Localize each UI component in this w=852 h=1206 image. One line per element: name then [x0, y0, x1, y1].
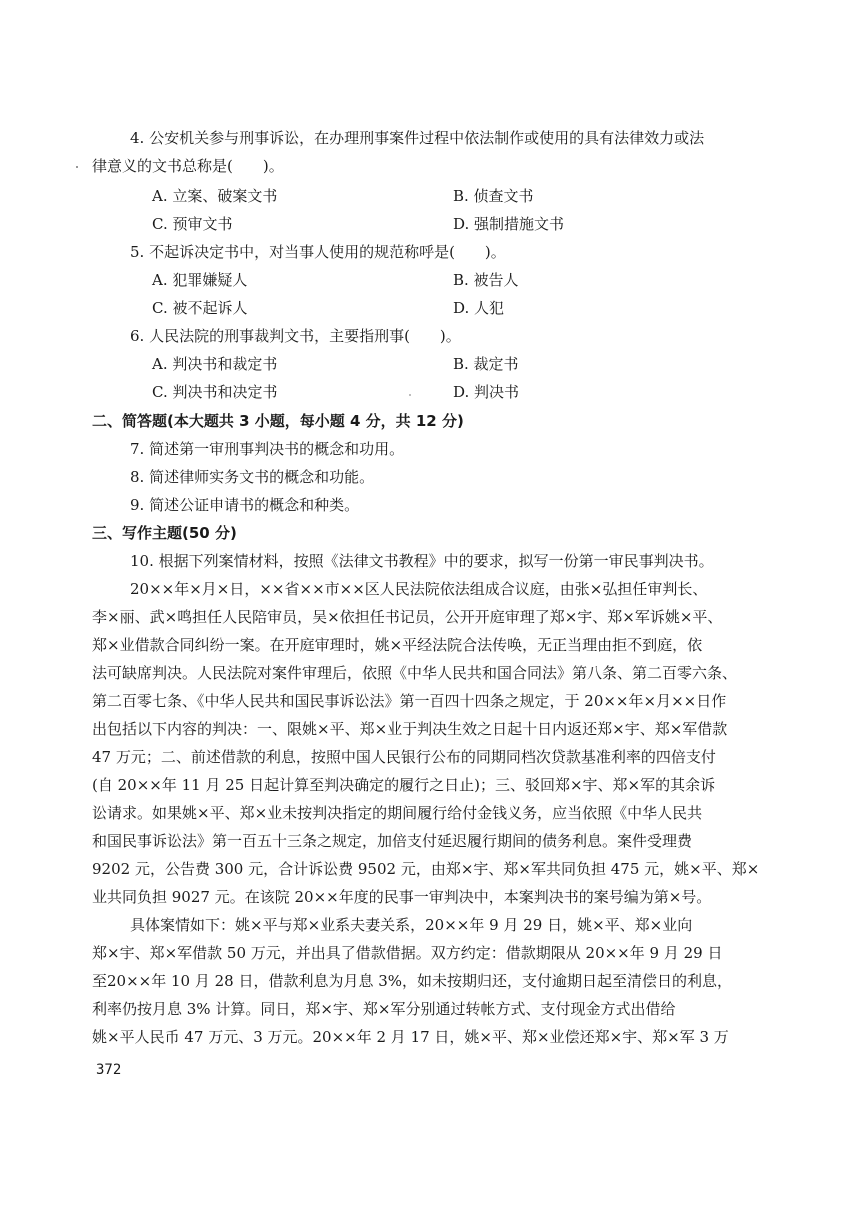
case-detail-line: 至20××年 10 月 28 日，借款利息为月息 3%，如未按期归还，支付逾期日起至清偿日的利息， — [92, 972, 733, 990]
case-text-line: 李×丽、武×鸣担任人民陪审员，吴×依担任书记员，公开开庭审理了郑×宇、郑×军诉姚×平、 — [92, 608, 723, 626]
case-text-line: 郑×业借款合同纠纷一案。在开庭审理时，姚×平经法院合法传唤，无正当理由拒不到庭，依 — [92, 636, 703, 654]
case-text-line: 9202 元，公告费 300 元，合计诉讼费 9502 元，由郑×宇、郑×军共同负担 475 元，姚×平、郑× — [92, 860, 760, 878]
scan-speck — [409, 394, 411, 396]
section-3-heading: 三、写作主题(50 分) — [92, 524, 237, 542]
question-4-option-c: C. 预审文书 — [152, 215, 233, 233]
question-6-option-a: A. 判决书和裁定书 — [152, 355, 278, 373]
question-10-prompt: 10. 根据下列案情材料，按照《法律文书教程》中的要求，拟写一份第一审民事判决书。 — [130, 552, 714, 570]
question-5-option-c: C. 被不起诉人 — [152, 299, 248, 317]
case-text-line: (自 20××年 11 月 25 日起计算至判决确定的履行之日止)；三、驳回郑×宇、郑×军的其余诉 — [92, 776, 716, 794]
case-text-line: 20××年×月×日，××省××市××区人民法院依法组成合议庭，由张×弘担任审判长、 — [130, 580, 708, 598]
case-detail-line: 具体案情如下：姚×平与郑×业系夫妻关系，20××年 9 月 29 日，姚×平、郑×业向 — [130, 916, 693, 934]
question-6-option-c: C. 判决书和决定书 — [152, 383, 278, 401]
question-6-option-b: B. 裁定书 — [453, 355, 519, 373]
case-text-line: 法可缺席判决。人民法院对案件审理后，依照《中华人民共和国合同法》第八条、第二百零六条、 — [92, 664, 738, 682]
question-4-option-d: D. 强制措施文书 — [453, 215, 565, 233]
scan-speck — [76, 166, 78, 168]
case-detail-line: 郑×宇、郑×军借款 50 万元，并出具了借款借据。双方约定：借款期限从 20××年 9 月 29 日 — [92, 944, 723, 962]
case-text-line: 47 万元；二、前述借款的利息，按照中国人民银行公布的同期同档次贷款基准利率的四倍支付 — [92, 748, 716, 766]
question-4-option-a: A. 立案、破案文书 — [152, 187, 278, 205]
question-5-line1: 5. 不起诉决定书中，对当事人使用的规范称呼是( )。 — [130, 243, 506, 261]
case-text-line: 出包括以下内容的判决：一、限姚×平、郑×业于判决生效之日起十日内返还郑×宇、郑×军借款 — [92, 720, 728, 738]
question-8: 8. 简述律师实务文书的概念和功能。 — [130, 468, 375, 486]
case-text-line: 第二百零七条、《中华人民共和国民事诉讼法》第一百四十四条之规定，于 20××年×月××日作 — [92, 692, 727, 710]
page-number: 372 — [96, 1062, 122, 1078]
question-4-option-b: B. 侦查文书 — [453, 187, 534, 205]
question-7: 7. 简述第一审刑事判决书的概念和功用。 — [130, 440, 405, 458]
question-5-option-d: D. 人犯 — [453, 299, 505, 317]
case-detail-line: 利率仍按月息 3% 计算。同日，郑×宇、郑×军分别通过转帐方式、支付现金方式出借给 — [92, 1000, 676, 1018]
case-text-line: 业共同负担 9027 元。在该院 20××年度的民事一审判决中，本案判决书的案号编为第×号。 — [92, 888, 712, 906]
question-6-line1: 6. 人民法院的刑事裁判文书，主要指刑事( )。 — [130, 327, 461, 345]
case-text-line: 和国民事诉讼法》第一百五十三条之规定，加倍支付延迟履行期间的债务利息。案件受理费 — [92, 832, 693, 850]
section-2-heading: 二、简答题(本大题共 3 小题，每小题 4 分，共 12 分) — [92, 412, 464, 430]
question-4-line1: 4. 公安机关参与刑事诉讼，在办理刑事案件过程中依法制作或使用的具有法律效力或法 — [130, 129, 705, 147]
case-text-line: 讼请求。如果姚×平、郑×业未按判决指定的期间履行给付金钱义务，应当依照《中华人民共 — [92, 804, 703, 822]
question-6-option-d: D. 判决书 — [453, 383, 520, 401]
question-5-option-a: A. 犯罪嫌疑人 — [152, 271, 248, 289]
case-detail-line: 姚×平人民币 47 万元、3 万元。20××年 2 月 17 日，姚×平、郑×业偿还郑×宇、郑×军 3 万 — [92, 1028, 729, 1046]
question-5-option-b: B. 被告人 — [453, 271, 519, 289]
question-9: 9. 简述公证申请书的概念和种类。 — [130, 496, 360, 514]
question-4-line2: 律意义的文书总称是( )。 — [92, 157, 284, 175]
